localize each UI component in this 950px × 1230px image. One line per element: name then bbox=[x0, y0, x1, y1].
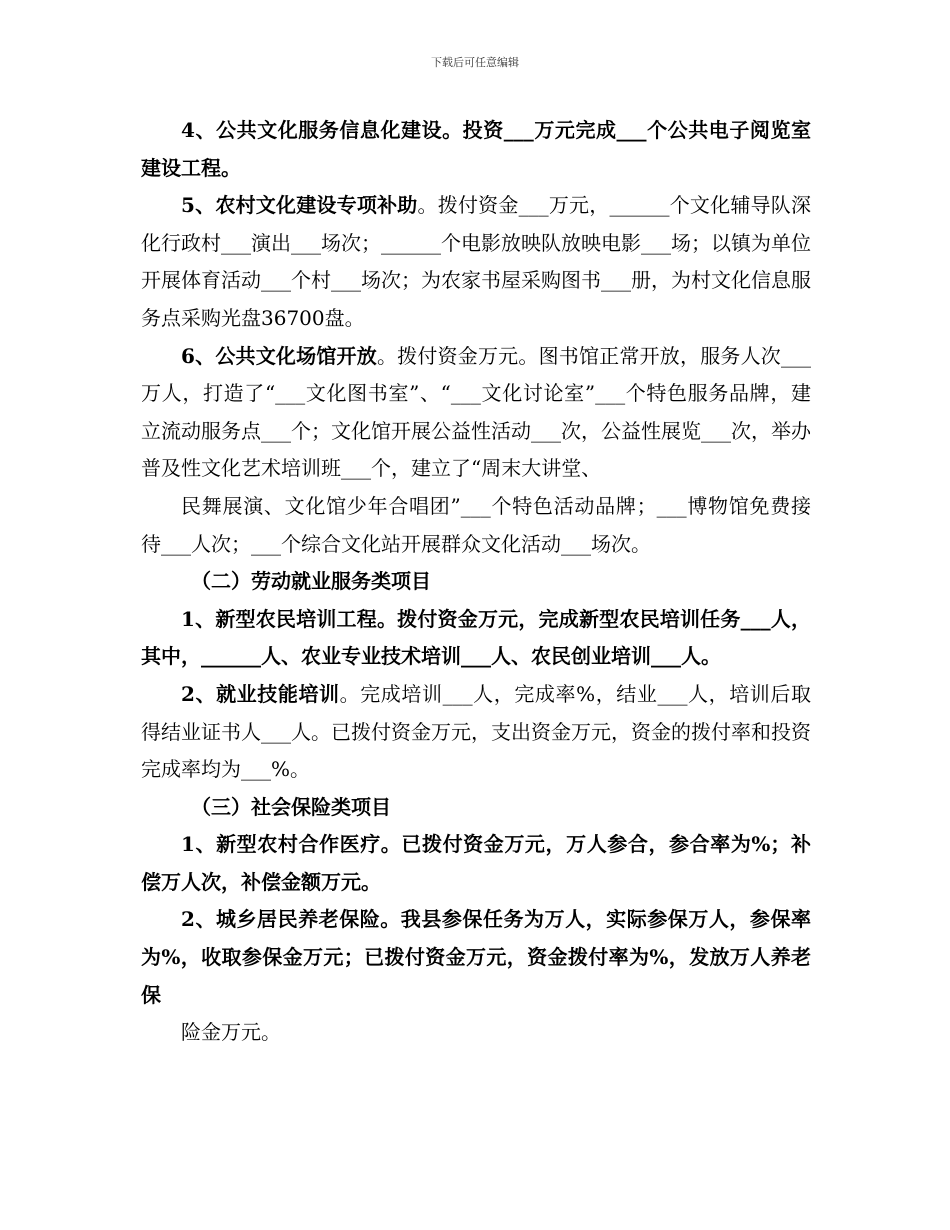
paragraph-lead: 5、农村文化建设专项补助 bbox=[181, 193, 418, 218]
document-body bbox=[141, 112, 811, 1052]
paragraph-public-venue-opening bbox=[141, 338, 811, 488]
paragraph-text: 。完成培训___人，完成率%，结业___人，培训后取得结业证书人___人。已拨付资金万元，支出资金万元，资金的拨付率和投资完成率均为___%。 bbox=[141, 681, 811, 782]
paragraph-text: 。拨付资金___万元，______个文化辅导队深化行政村___演出___场次；______个电影放映队放映电影___场；以镇为单位开展体育活动___个村___场次；为农家书屋采购图书___册，为村文化信息服务点采购光盘36700盘。 bbox=[141, 193, 812, 330]
paragraph-pension-insurance: 2、城乡居民养老保险。我县参保任务为万人，实际参保万人，参保率为%，收取参保金万元；已拨付资金万元，资金拨付率为%，发放万人养老保 bbox=[141, 907, 811, 1007]
paragraph-text: 。拨付资金万元。图书馆正常开放，服务人次___万人，打造了“___文化图书室”、“___文化讨论室”___个特色服务品牌，建立流动服务点___个；文化馆开展公益性活动___次，公益性展览___次，举办普及性文化艺术培训班___个，建立了“周末大讲堂、 bbox=[141, 343, 812, 481]
paragraph-public-culture-informatization: 4、公共文化服务信息化建设。投资___万元完成___个公共电子阅览室建设工程。 bbox=[141, 118, 811, 180]
section-heading-employment: （二）劳动就业服务类项目 bbox=[191, 569, 431, 594]
paragraph-farmer-training: 1、新型农民培训工程。拨付资金万元，完成新型农民培训任务___人，其中，______人、农业专业技术培训___人、农民创业培训___人。 bbox=[141, 606, 811, 669]
page-header: 下载后可任意编辑 bbox=[431, 56, 519, 69]
paragraph-lead: 2、就业技能培训 bbox=[181, 681, 340, 706]
paragraph-pension-tail: 险金万元。 bbox=[181, 1020, 281, 1045]
paragraph-skills-training bbox=[141, 676, 811, 789]
paragraph-rural-culture-subsidy bbox=[141, 187, 811, 337]
paragraph-rural-medical: 1、新型农村合作医疗。已拨付资金万元，万人参合，参合率为%；补偿万人次，补偿金额万元。 bbox=[141, 832, 811, 894]
paragraph-activity-brands: 民舞展演、文化馆少年合唱团”___个特色活动品牌；___博物馆免费接待___人次；___个综合文化站开展群众文化活动___场次。 bbox=[141, 493, 811, 556]
paragraph-lead: 6、公共文化场馆开放 bbox=[181, 343, 377, 368]
section-heading-social-insurance: （三）社会保险类项目 bbox=[191, 794, 391, 819]
